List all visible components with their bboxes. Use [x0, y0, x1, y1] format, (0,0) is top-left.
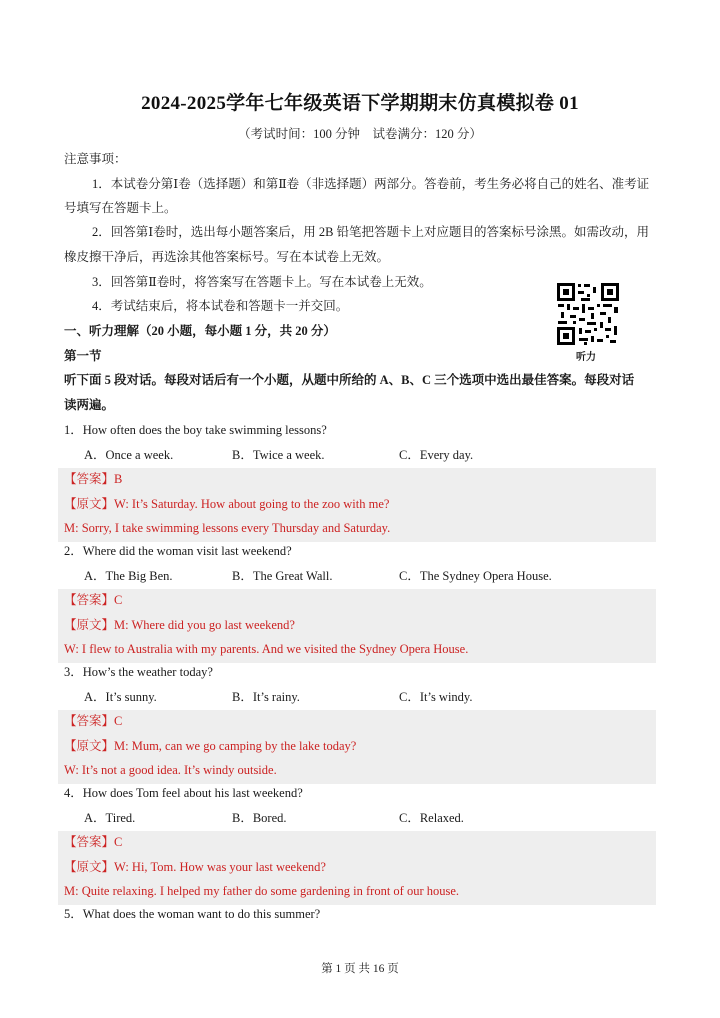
question-stem: 2．Where did the woman visit last weekend?: [64, 544, 292, 558]
option-b: B．The Great Wall.: [232, 569, 333, 583]
answer-text: 【答案】B: [64, 472, 123, 486]
instruction-line: 读两遍。: [64, 398, 115, 412]
note-line: 号填写在答题卡上。: [64, 201, 177, 215]
page-title: 2024-2025学年七年级英语下学期期末仿真模拟卷 01: [141, 93, 579, 114]
note-line: 4．考试结束后，将本试卷和答题卡一并交回。: [92, 299, 349, 313]
qr-label: 听力: [576, 352, 596, 363]
question-stem: 5．What does the woman want to do this summer?: [64, 907, 321, 921]
answer-text: 【答案】C: [64, 593, 123, 607]
instruction-line: 听下面 5 段对话。每段对话后有一个小题，从题中所给的 A、B、C 三个选项中选出最佳答案。每段对话: [64, 373, 635, 387]
option-a: A．Tired.: [84, 811, 136, 825]
script-line: 【原文】M: Mum, can we go camping by the lake today?: [64, 739, 357, 753]
page-number: 第 1 页 共 16 页: [321, 963, 399, 975]
option-b: B．Bored.: [232, 811, 287, 825]
option-b: B．It’s rainy.: [232, 690, 300, 704]
question-stem: 3．How’s the weather today?: [64, 665, 213, 679]
script-line: M: Quite relaxing. I helped my father do some gardening in front of our house.: [64, 884, 460, 898]
script-line: 【原文】M: Where did you go last weekend?: [64, 618, 295, 632]
script-line: 【原文】W: Hi, Tom. How was your last weekend?: [64, 860, 326, 874]
script-line: W: I flew to Australia with my parents. And we visited the Sydney Opera House.: [64, 642, 469, 656]
answer-text: 【答案】C: [64, 835, 123, 849]
question-stem: 4．How does Tom feel about his last weekend?: [64, 786, 303, 800]
note-line: 3．回答第Ⅱ卷时，将答案写在答题卡上。写在本试卷上无效。: [92, 275, 432, 289]
option-c: C．Every day.: [399, 448, 474, 462]
part-title: 第一节: [64, 349, 102, 363]
option-c: C．It’s windy.: [399, 690, 473, 704]
section-title: 一、听力理解（20 小题，每小题 1 分，共 20 分）: [64, 324, 336, 338]
script-line: 【原文】W: It’s Saturday. How about going to the zoo with me?: [64, 497, 390, 511]
option-c: C．The Sydney Opera House.: [399, 569, 552, 583]
question-stem: 1．How often does the boy take swimming lessons?: [64, 423, 327, 437]
script-line: W: It’s not a good idea. It’s windy outside.: [64, 763, 277, 777]
exam-info: （考试时间：100 分钟 试卷满分：120 分）: [238, 127, 482, 141]
option-a: A．The Big Ben.: [84, 569, 173, 583]
note-line: 2．回答第Ⅰ卷时，选出每小题答案后，用 2B 铅笔把答题卡上对应题目的答案标号涂黑。如需改动，用: [92, 225, 650, 239]
note-line: 橡皮擦干净后，再选涂其他答案标号。写在本试卷上无效。: [64, 250, 390, 264]
note-line: 1．本试卷分第Ⅰ卷（选择题）和第Ⅱ卷（非选择题）两部分。答卷前，考生务必将自己的姓名、准考证: [92, 177, 650, 191]
qr-code-icon: [556, 282, 620, 346]
notes-heading: 注意事项：: [64, 152, 127, 166]
option-a: A．It’s sunny.: [84, 690, 157, 704]
option-b: B．Twice a week.: [232, 448, 325, 462]
option-a: A．Once a week.: [84, 448, 174, 462]
option-c: C．Relaxed.: [399, 811, 464, 825]
answer-text: 【答案】C: [64, 714, 123, 728]
script-line: M: Sorry, I take swimming lessons every Thursday and Saturday.: [64, 521, 391, 535]
